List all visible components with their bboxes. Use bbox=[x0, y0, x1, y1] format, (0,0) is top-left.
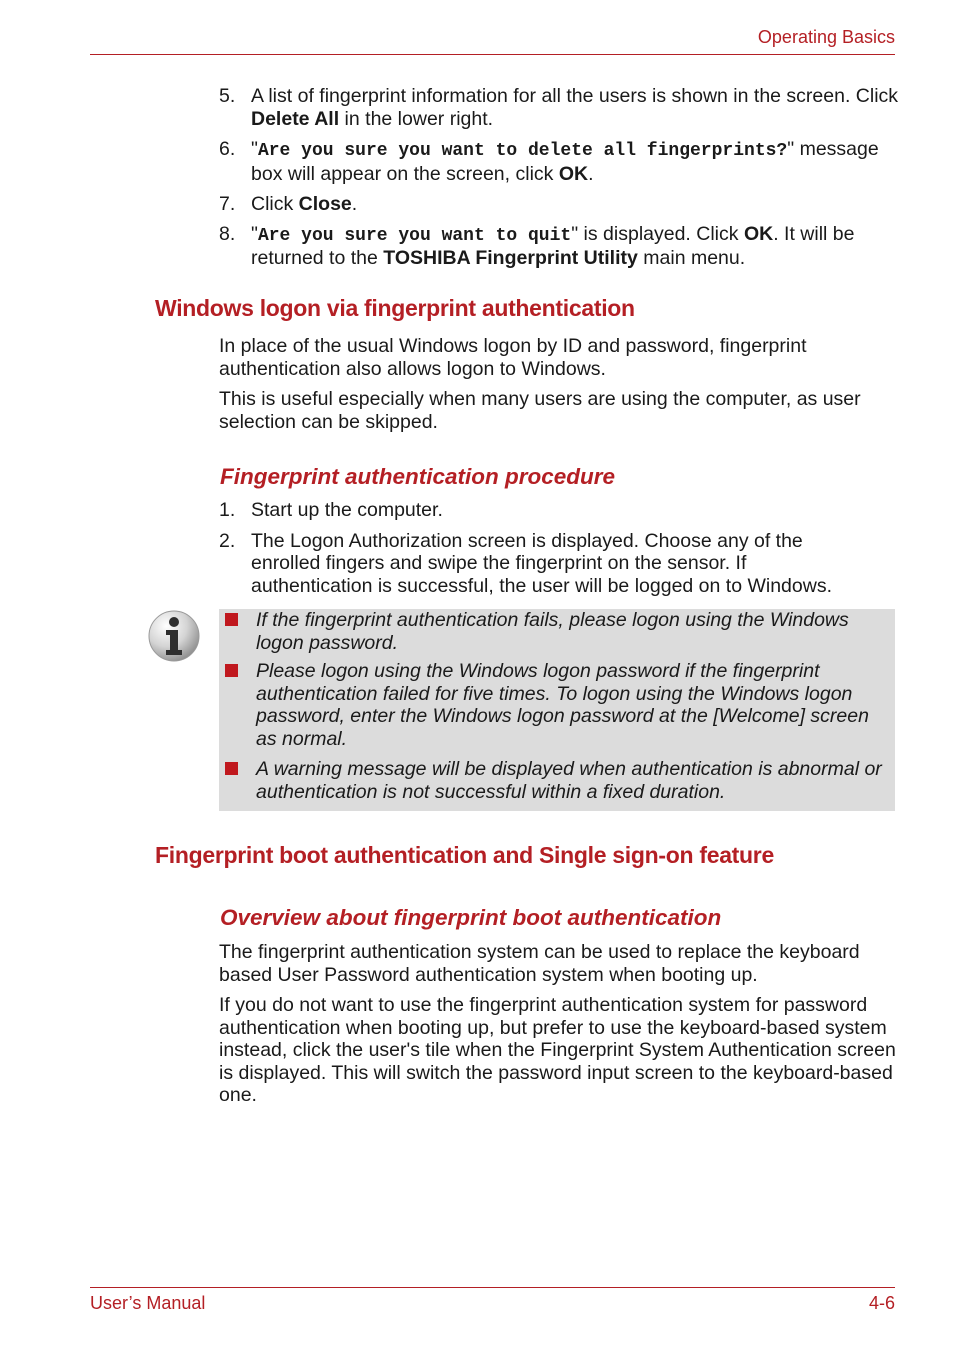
paragraph: The fingerprint authentication system can be used to replace the keyboard based User Password authentication system when booting up. bbox=[219, 941, 860, 986]
step-bold: OK bbox=[558, 162, 589, 185]
message-text: Are you sure you want to quit bbox=[257, 225, 572, 246]
footer-manual-title: User’s Manual bbox=[90, 1293, 206, 1313]
paragraph: In place of the usual Windows logon by ID and password, fingerprint authentication also allows logon to Windows. bbox=[219, 335, 807, 380]
list-item bbox=[219, 85, 899, 130]
step-text: . bbox=[351, 193, 358, 215]
info-icon bbox=[147, 609, 201, 663]
quote-mark: " bbox=[787, 138, 795, 160]
note-text: If the fingerprint authentication fails, please logon using the Windows logon password. bbox=[256, 609, 849, 654]
quote-mark: " bbox=[251, 138, 258, 160]
paragraph: If you do not want to use the fingerprint authentication system for password authentication when booting up, but prefer to use the keyboard-based system instead, click the user's tile when the Fingerprint System Authentication screen is displayed. This will switch the password input screen to the keyboard-based one. bbox=[219, 994, 896, 1106]
subsection-heading: Overview about fingerprint boot authentication bbox=[220, 905, 722, 930]
step-text: The Logon Authorization screen is displayed. Choose any of the enrolled fingers and swipe the fingerprint on the sensor. If authentication is successful, the user will be logged on to Windows. bbox=[251, 529, 832, 597]
subsection-body bbox=[219, 941, 899, 1115]
step-text: A list of fingerprint information for all the users is shown in the screen. Click bbox=[251, 85, 899, 107]
section-heading: Fingerprint boot authentication and Single sign-on feature bbox=[155, 842, 774, 868]
step-text: . It will be returned to the bbox=[251, 222, 855, 269]
note-text: Please logon using the Windows logon password if the fingerprint authentication failed for five times. To logon using the Windows logon password, enter the Windows logon password at the [Welcome] screen as normal. bbox=[256, 660, 869, 750]
step-number: 8. bbox=[219, 222, 236, 245]
note-box bbox=[219, 609, 895, 811]
step-number: 5. bbox=[219, 85, 236, 107]
step-bold: OK bbox=[743, 222, 774, 245]
step-text: in the lower right. bbox=[339, 107, 494, 130]
step-text: message box will appear on the screen, click bbox=[251, 138, 879, 185]
steps-top-list bbox=[219, 85, 899, 278]
list-item bbox=[219, 223, 899, 270]
step-number: 6. bbox=[219, 138, 236, 160]
procedure-steps-list bbox=[219, 499, 859, 605]
section-heading: Windows logon via fingerprint authentication bbox=[155, 295, 635, 321]
subsection-heading: Fingerprint authentication procedure bbox=[220, 464, 616, 489]
step-text: " is displayed. Click bbox=[571, 222, 744, 245]
bullet-square-icon bbox=[225, 613, 238, 626]
bullet-square-icon bbox=[225, 762, 238, 775]
list-item bbox=[219, 499, 859, 522]
list-item bbox=[219, 138, 899, 185]
paragraph: This is useful especially when many users are using the computer, as user selection can be skipped. bbox=[219, 388, 861, 433]
step-number: 7. bbox=[219, 193, 236, 215]
list-item bbox=[219, 193, 899, 216]
header-rule bbox=[90, 54, 895, 55]
page-number: 4-6 bbox=[868, 1293, 895, 1313]
step-text: main menu. bbox=[637, 247, 746, 269]
list-item bbox=[219, 530, 859, 598]
section-body bbox=[219, 335, 899, 441]
step-number: 1. bbox=[219, 499, 236, 521]
note-text: A warning message will be displayed when authentication is abnormal or authentication is not successful within a fixed duration. bbox=[256, 758, 882, 803]
step-bold: Close bbox=[298, 193, 352, 215]
step-text: . bbox=[588, 162, 594, 185]
quote-mark: " bbox=[251, 222, 258, 245]
step-text: Click bbox=[251, 193, 299, 215]
bullet-square-icon bbox=[225, 664, 238, 677]
header-section-title: Operating Basics bbox=[757, 27, 895, 47]
message-text: Are you sure you want to delete all fingerprints? bbox=[257, 141, 788, 161]
step-bold: TOSHIBA Fingerprint Utility bbox=[383, 247, 638, 269]
step-bold: Delete All bbox=[251, 107, 340, 130]
footer-rule bbox=[90, 1287, 895, 1288]
step-text: Start up the computer. bbox=[251, 499, 443, 521]
step-number: 2. bbox=[219, 529, 236, 552]
